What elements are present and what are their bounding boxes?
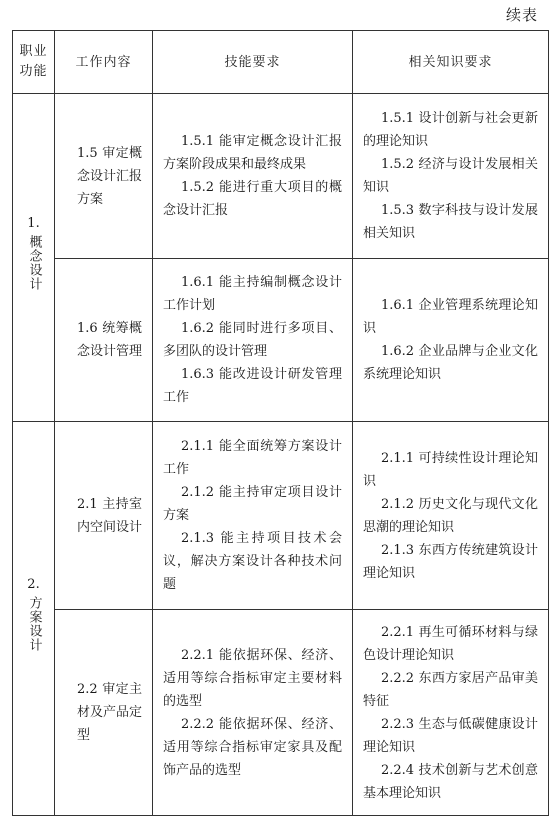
skill-item: 2.2.2 能依据环保、经济、适用等综合指标审定家具及配饰产品的选型	[163, 716, 342, 778]
content-cell: 1.5 审定概念设计汇报方案	[55, 94, 153, 259]
skill-item: 2.1.3 能主持项目技术会议，解决方案设计各种技术问题	[163, 531, 342, 592]
table-row	[13, 259, 549, 422]
table-row	[13, 94, 549, 259]
knowledge-item: 2.1.3 东西方传统建筑设计理论知识	[363, 542, 538, 581]
knowledge-cell	[353, 94, 549, 259]
knowledge-item: 2.2.1 再生可循环材料与绿色设计理论知识	[363, 624, 538, 663]
knowledge-cell	[353, 610, 549, 816]
header-skills: 技能要求	[153, 31, 353, 94]
knowledge-item: 1.6.1 企业管理系统理论知识	[363, 298, 538, 336]
knowledge-item: 2.2.3 生态与低碳健康设计理论知识	[363, 716, 538, 755]
function-number: 2.	[27, 576, 40, 592]
knowledge-cell	[353, 259, 549, 422]
continued-label: 续表	[505, 6, 538, 24]
table-row	[13, 422, 549, 610]
skill-item: 1.5.2 能进行重大项目的概念设计汇报	[163, 180, 342, 218]
knowledge-item: 2.2.4 技术创新与艺术创意基本理论知识	[363, 762, 538, 801]
knowledge-item: 1.6.2 企业品牌与企业文化系统理论知识	[363, 344, 538, 382]
function-cell-2	[13, 422, 55, 816]
knowledge-item: 2.1.1 可持续性设计理论知识	[363, 450, 538, 489]
content-cell: 1.6 统筹概念设计管理	[55, 259, 153, 422]
table-row	[13, 610, 549, 816]
content-cell: 2.2 审定主材及产品定型	[55, 610, 153, 816]
knowledge-item: 2.2.2 东西方家居产品审美特征	[363, 670, 538, 709]
skill-item: 2.1.1 能全面统筹方案设计工作	[163, 439, 342, 477]
skills-cell	[153, 610, 353, 816]
function-cell-1	[13, 94, 55, 422]
skill-item: 2.2.1 能依据环保、经济、适用等综合指标审定主要材料的选型	[163, 647, 342, 709]
skills-standard-table	[12, 30, 549, 816]
skill-item: 1.6.3 能改进设计研发管理工作	[163, 367, 342, 405]
header-content: 工作内容	[55, 31, 153, 94]
header-function: 职业功能	[13, 31, 55, 94]
knowledge-item: 1.5.1 设计创新与社会更新的理论知识	[363, 111, 538, 149]
skill-item: 1.6.2 能同时进行多项目、多团队的设计管理	[163, 321, 342, 359]
knowledge-item: 1.5.3 数字科技与设计发展相关知识	[363, 203, 538, 241]
content-cell: 2.1 主持室内空间设计	[55, 422, 153, 610]
function-name: 概念设计	[26, 234, 42, 291]
knowledge-cell	[353, 422, 549, 610]
skills-cell	[153, 94, 353, 259]
skill-item: 1.5.1 能审定概念设计汇报方案阶段成果和最终成果	[163, 134, 342, 172]
skills-cell	[153, 422, 353, 610]
function-name: 方案设计	[26, 595, 42, 652]
header-row	[13, 31, 549, 94]
function-number: 1.	[27, 215, 40, 231]
knowledge-item: 2.1.2 历史文化与现代文化思潮的理论知识	[363, 496, 538, 535]
knowledge-item: 1.5.2 经济与设计发展相关知识	[363, 157, 538, 195]
header-knowledge: 相关知识要求	[353, 31, 549, 94]
skill-item: 1.6.1 能主持编制概念设计工作计划	[163, 275, 342, 313]
skill-item: 2.1.2 能主持审定项目设计方案	[163, 485, 342, 523]
skills-cell	[153, 259, 353, 422]
